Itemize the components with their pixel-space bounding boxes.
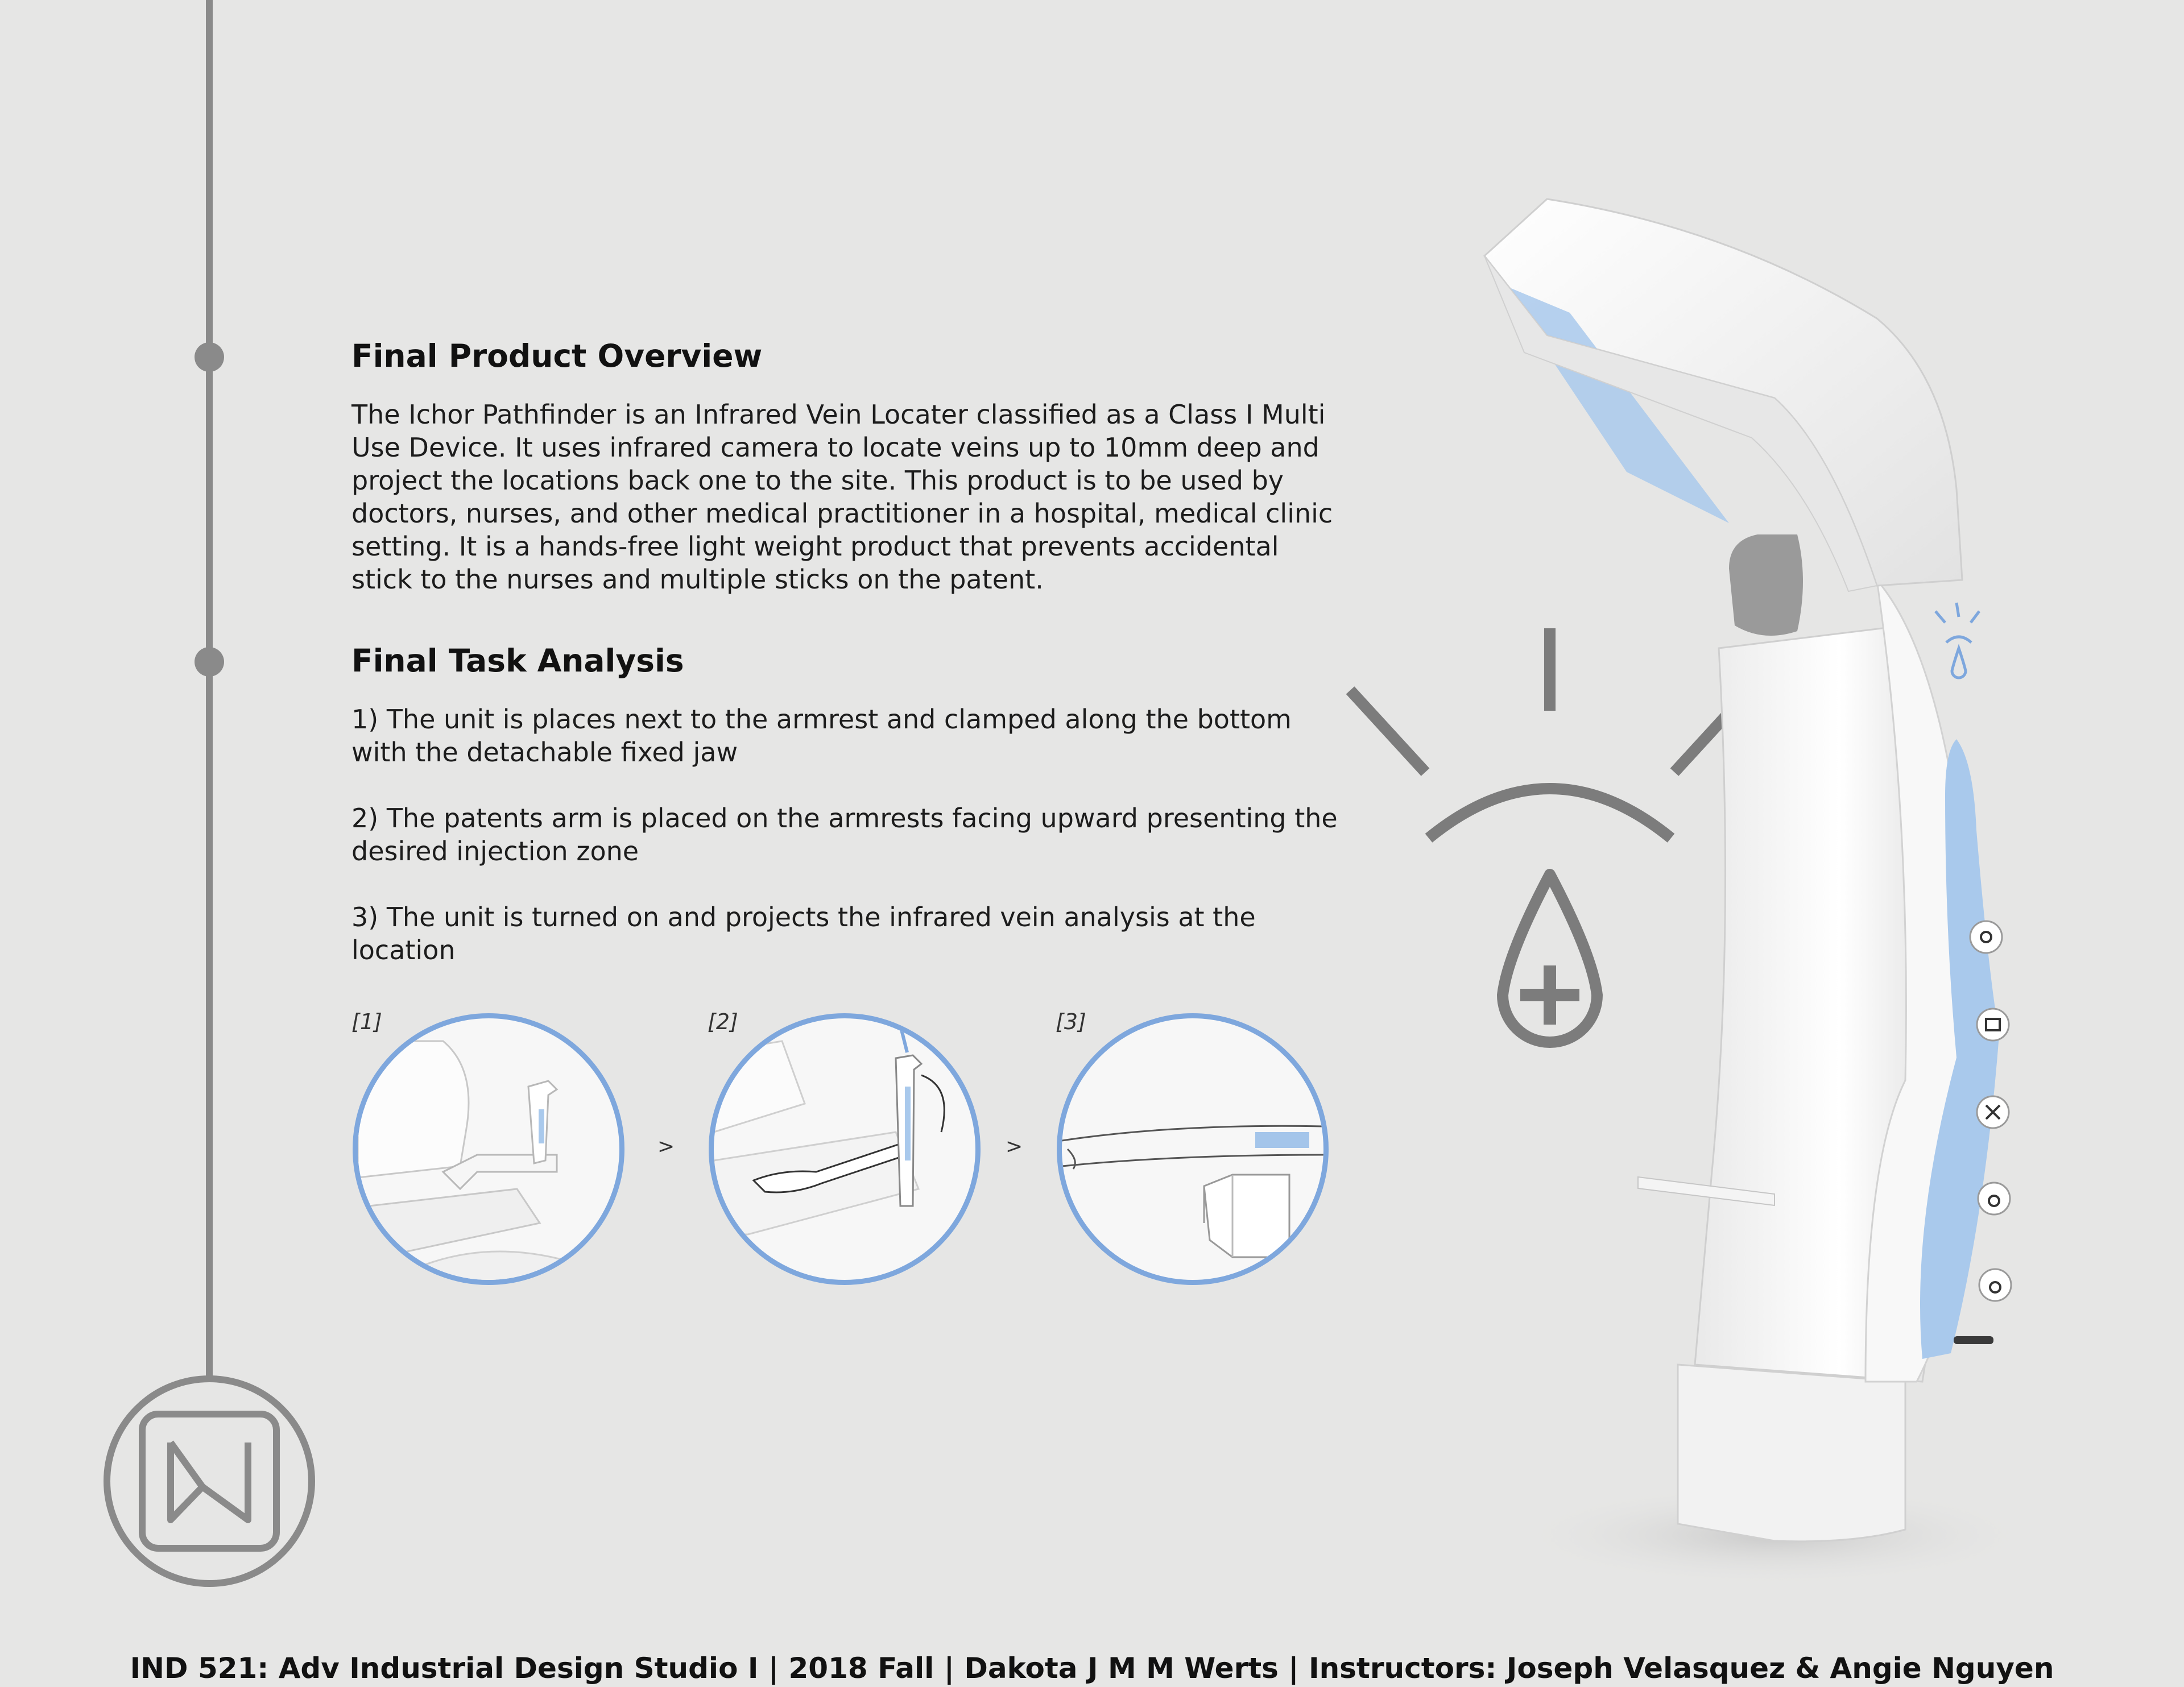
storyboard-image-2 (709, 1013, 981, 1285)
timeline-line (206, 0, 213, 1376)
task-step-2: 2) The patents arm is placed on the armrests facing upward presenting the desired injection zone (351, 803, 1338, 867)
armrest-clamp-illustration (358, 1018, 619, 1280)
storyboard-separator-1: > (657, 1135, 675, 1158)
task-step-3: 3) The unit is turned on and projects the infrared vein analysis at the location (351, 902, 1256, 965)
dw-monogram-logo-icon (101, 1373, 317, 1589)
vein-projection-illustration (1062, 1018, 1323, 1280)
timeline-dot-overview (195, 342, 224, 372)
task-analysis-title: Final Task Analysis (351, 643, 684, 679)
storyboard-separator-2: > (1006, 1135, 1023, 1158)
storyboard-label-3: [3] (1056, 1009, 1086, 1034)
storyboard-image-1 (353, 1013, 624, 1285)
product-render (1456, 193, 2070, 1615)
footer-credits: IND 521: Adv Industrial Design Studio I | 2018 Fall | Dakota J M M Werts | Instructors: Joseph Velasquez & Angie Nguyen (130, 1652, 2054, 1685)
storyboard-image-3 (1057, 1013, 1329, 1285)
storyboard-label-2: [2] (708, 1009, 738, 1034)
storyboard-label-1: [1] (351, 1009, 382, 1034)
arm-placement-illustration (714, 1018, 975, 1280)
overview-title: Final Product Overview (351, 338, 763, 374)
timeline-dot-task-analysis (195, 647, 224, 677)
overview-paragraph: The Ichor Pathfinder is an Infrared Vein Locater classified as a Class I Multi Use Device. It uses infrared camera to locate veins up to 10mm deep and project the locations back one to the site. This product is to be used by doctors, nurses, and other medical practitioner in a hospital, medical clinic setting. It is a hands-free light weight product that prevents accidental stick to the nurses and multiple sticks on the patent. (351, 399, 1333, 595)
task-step-1: 1) The unit is places next to the armrest and clamped along the bottom with the detachable fixed jaw (351, 704, 1292, 768)
